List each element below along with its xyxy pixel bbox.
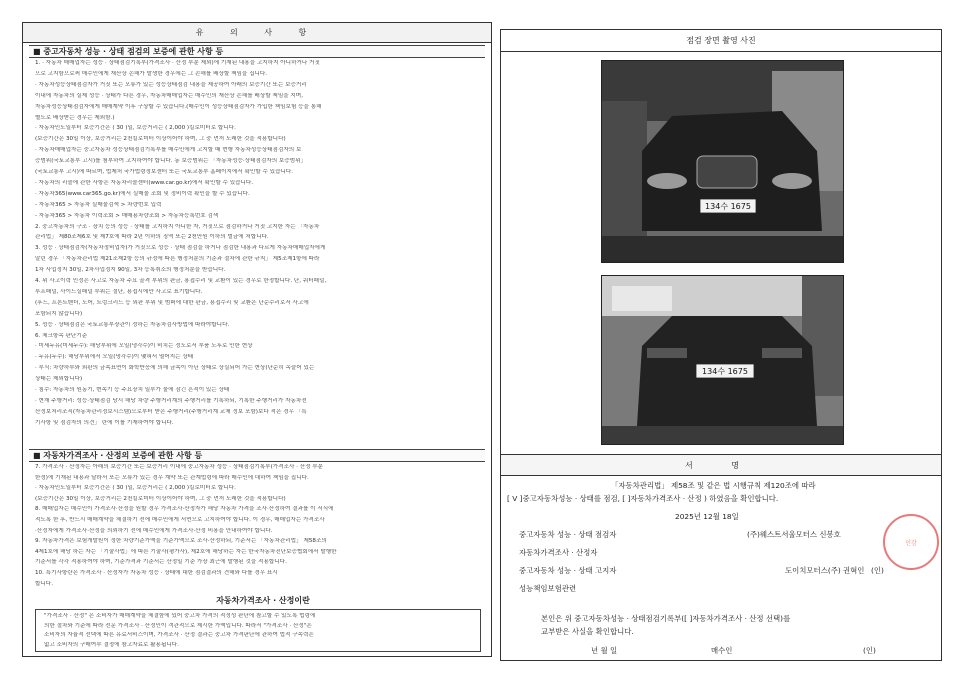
inspection-guarantee-line: - 자동차365 > 자동차 실매물검색 > 차량번호 입력 bbox=[35, 201, 162, 208]
signature-section-title: 서 명 bbox=[501, 454, 941, 476]
inspection-guarantee-line: 증범위(국토교통부 고시)를 첨부하여 고지하여야 합니다. 동 보증범위는 「자동차성능·상태점검자의 보증범위」 bbox=[35, 158, 307, 165]
price-assessor-label: 자동차가격조사 · 산정자 bbox=[519, 548, 598, 557]
price-guarantee-line: (보증기간은 30일 이상, 보증거리는 2천킬로미터 이상이어야 하며, 그 중 먼저 도래한 것을 적용합니다) bbox=[35, 495, 286, 502]
inspection-guarantee-line: · 미세누유(미세누수): 해당부위에 오일(냉각수)이 비치는 정도로서 부품 노후로 인한 현상 bbox=[35, 343, 253, 350]
inspection-guarantee-line: · 현재 주행거리: 성능·상태점검 당시 해당 차량 주행거리계의 주행거리를 기록하되, 기록한 주행거리가 자동차전 bbox=[35, 397, 307, 404]
notice-panel bbox=[22, 22, 492, 657]
inspection-guarantee-line: · 자동차매매업자는 중고자동차 성능상태점검기록부를 매수인에게 고지할 때 현행 자동차성능상태점검자의 보 bbox=[35, 147, 302, 154]
inspection-guarantee-line: · 부식: 차량하부와 외판의 금속표면이 화학반응에 의해 금속이 아닌 상태로 상실되어 가는 현상(단순히 녹슬어 있는 bbox=[35, 365, 315, 372]
inspection-guarantee-line: 3. 성능 · 상태점검자(자동차정비업자)가 거짓으로 성능 · 상태 점검을 하거나 점검한 내용과 다르게 자동차매매업자에게 bbox=[35, 245, 326, 252]
price-guarantee-line: 합니다. bbox=[35, 580, 53, 587]
price-definition-line: "가격조사 · 산정" 은 소비자가 매매계약을 체결함에 있어 중고차 가격의 적정성 판단에 참고할 수 있도록 법령에 bbox=[44, 613, 316, 619]
inspection-guarantee-line: (국토교통부 고시)에 따르며, 법제처 국가법령정보센터 또는 국토교통부 홈페이지에서 확인할 수 있습니다. bbox=[35, 169, 294, 175]
check-confirm-line: [ V ]중고자동차성능 · 상태를 점검, [ ]자동차가격조사 · 산정 ) 하였음을 확인합니다. bbox=[507, 494, 779, 503]
price-guarantee-line: 7. 가격조사 · 산정자는 아래의 보증기간 또는 보증거리 이내에 중고자동차 성능 · 상태점검기록부(가격조사 · 산정 부분 bbox=[35, 464, 324, 470]
inspection-guarantee-line: 상태는 제외합니다) bbox=[35, 376, 83, 383]
signed-date: 2025년 12월 18일 bbox=[675, 512, 739, 521]
buyer-seal-mark: (인) bbox=[863, 646, 876, 655]
inspection-guarantee-line: 으로 고지함으로써 매수인에게 재산상 손해가 발생한 경우에는 그 손해를 배상할 책임을 집니다. bbox=[35, 70, 268, 77]
price-guarantee-line: 한정)에 기재된 내용과 달라서 또는 오류가 있는 경우 계약 또는 관계법령에 따라 매수인에 대하여 책임을 집니다. bbox=[35, 474, 309, 481]
rear-plate-number: 134수 1675 bbox=[702, 367, 748, 376]
front-plate-number: 134수 1675 bbox=[705, 202, 751, 211]
inspection-guarantee-line: 4. 위 사고이력 인정은 사고로 자동차 주요 골격 부위의 판금, 용접수리 및 교환이 있는 경우로 한정합니다. 단, 쿼터패널, bbox=[35, 278, 327, 284]
rear-inspection-photo bbox=[601, 275, 844, 445]
inspection-guarantee-line: 1. · 자동차 매매업자는 성능 · 상태점검기록부(가격조사 · 산정 부분 제외)에 기재된 내용을 고지하지 아니하거나 거짓 bbox=[35, 60, 320, 66]
inspection-guarantee-line: · 누유(누수): 해당부위에서 오일(냉각수)이 맺혀서 떨어지는 상태 bbox=[35, 354, 194, 361]
photo-section-title: 점검 장면 촬영 사진 bbox=[501, 30, 941, 52]
law-basis-line: 「자동차관리법」 제58조 및 같은 법 시행규칙 제120조에 따라 bbox=[611, 481, 816, 490]
price-guarantee-line: 9. 자동차가격은 보험개발원이 정한 차량기준가액을 기준가액으로 조사·산정하되, 기준서는 「자동차관리법」 제58조의 bbox=[35, 538, 327, 545]
inspection-guarantee-line: 산정보처리조직(자동차관리정보시스템)으로부터 받은 주행거리(주행거리계 교체 정보 포함)보다 적은 경우 「특 bbox=[35, 408, 307, 415]
notice-title: 유 의 사 항 bbox=[23, 23, 491, 43]
price-guarantee-line: 기준서를 각각 적용하여야 하며, 기준가격과 기준서는 산정일 기준 가장 최근에 발행된 것을 적용합니다. bbox=[35, 559, 287, 566]
price-definition-title: 자동차가격조사 · 산정이란 bbox=[216, 596, 310, 605]
notifier-seal-mark: (인) bbox=[871, 566, 884, 575]
price-guarantee-line: 8. 매매업자는 매수인이 가격조사·산정을 원할 경우 가격조사·산정자가 해당 자동차 가격을 조사·산정하여 결과를 이 서식에 bbox=[35, 506, 334, 513]
price-guarantee-line: 10. 특기사항란은 가격조사 · 산정자가 자동차 성능 · 상태에 대한 점검결과의 견해와 다를 경우 표시 bbox=[35, 570, 278, 576]
inspection-guarantee-line: 5. 성능 · 상태점검은 국토교통부장관이 정하는 자동차검사방법에 따라야합니다. bbox=[35, 321, 230, 328]
buyer-label: 매수인 bbox=[711, 646, 733, 655]
receipt-line-2: 교부받은 사실을 확인합니다. bbox=[541, 627, 634, 636]
inspection-guarantee-line: 루프패널, 사이드실패널 부위는 절단, 용접시에만 사고로 표기합니다. bbox=[35, 288, 203, 295]
inspection-guarantee-line: 이내에 자동차의 실제 성능 · 상태가 다른 경우, 자동차매매업자는 매수인의 재산상 손해를 배상할 책임을 지며, bbox=[35, 92, 303, 99]
price-guarantee-line: ·산정자에게 가격조사·산정을 의뢰하기 전에 매수인에게 가격조사·산정 비용을 안내하여야 합니다. bbox=[35, 527, 273, 534]
section-heading-price-guarantee: ■ 자동차가격조사 · 산정의 보증에 관한 사항 등 bbox=[29, 449, 485, 462]
notifier-name: 도이치모터스(주) bbox=[785, 566, 841, 575]
photo-sign-panel bbox=[500, 29, 942, 661]
inspection-guarantee-line: 6. 체크항목 판단기준 bbox=[35, 332, 88, 339]
inspection-guarantee-line: · 침수: 자동차의 원동기, 변속기 등 주요장치 일부가 물에 잠긴 흔적이 있는 상태 bbox=[35, 387, 230, 393]
price-guarantee-line: 4제1호에 해당 하는 자는 「기술사법」에 따른 기술사(평가사), 제2호에 해당하는 자는 한국자동차진단보증협회에서 발행한 bbox=[35, 548, 337, 555]
price-guarantee-line: · 자동차인도일부터 보증기간은 ( 30 )일, 보증거리는 ( 2,000 )킬로미터로 합니다. bbox=[35, 485, 236, 492]
front-inspection-photo bbox=[601, 60, 844, 263]
inspection-guarantee-line: 자동차성능상태점검자에게 매매계약 이후 구상할 수 있습니다.(매수인이 성능상태점검자가 가입한 책임보험 등을 통해 bbox=[35, 103, 322, 110]
inspection-guarantee-line: 포함되지 않습니다) bbox=[35, 310, 83, 317]
inspection-guarantee-line: (후드, 프론트펜더, 도어, 트렁크리드 등 외판 부위 및 범퍼에 대한 판금, 용접수리 및 교환은 단순수리로서 사고에 bbox=[35, 299, 309, 306]
inspection-guarantee-line: 관리법」 제80조제6호 및 제7호에 따라 2년 이하의 징역 또는 2천만원 이하의 벌금에 처합니다. bbox=[35, 234, 269, 241]
price-definition-line: 소비자의 자율적 선택에 따른 유료서비스이며, 가격조사 · 산정 결과는 중고차 가격판단에 관하여 법적 구속력은 bbox=[44, 632, 314, 639]
insurance-label: 성능책임보험관련 bbox=[519, 584, 577, 593]
price-definition-line: 의한 절차와 기준에 따라 전문 가격조사 · 산정인이 객관적으로 제시한 가액입니다. 따라서 "가격조사 · 산정"은 bbox=[44, 622, 312, 629]
notifier-label: 중고자동차 성능 · 상태 고지자 bbox=[519, 566, 617, 575]
inspection-guarantee-line: 1차 사업정지 30일, 2차사업정지 90일, 3차 등록취소의 행정처분을 받습니다. bbox=[35, 267, 226, 274]
price-definition-line: 없고 소비자의 구매여부 결정에 참고자료로 활용됩니다. bbox=[44, 641, 179, 648]
inspection-guarantee-line: (보증기간은 30일 이상, 보증거리는 2천킬로미터 이상이어야 하며, 그 중 먼저 도래한 것을 적용합니다) bbox=[35, 136, 286, 143]
inspection-guarantee-line: 2. 중고자동차의 구조 · 장치 등의 성능 · 상태를 고지하지 아니한 자, 거짓으로 점검하거나 거짓 고지한 자는 「자동차 bbox=[35, 223, 320, 230]
inspection-guarantee-line: 알린 경우 「자동차관리법 제21조제2항 등의 규정에 따른 행정처분의 기준과 절차에 관한 규칙」 제5조제1항에 따라 bbox=[35, 256, 320, 263]
price-guarantee-line: 적도록 한 후, 반드시 매매계약을 체결하기 전에 매수인에게 서면으로 고지하여야 합니다. 이 경우, 매매업자는 가격조사 bbox=[35, 517, 325, 523]
inspector-label: 중고자동차 성능 · 상태 점검자 bbox=[519, 530, 617, 539]
company-seal-stamp: 인감 bbox=[883, 514, 939, 570]
notifier-person: 권혁인 bbox=[843, 566, 865, 575]
receipt-line-1: 본인은 위 중고자동차성능 · 상태점검기록부([ ]자동차가격조사 · 산정 선택)를 bbox=[541, 614, 791, 623]
inspection-guarantee-line: · 자동차성능상태점검자가 거짓 또는 오류가 있는 성능상태점검 내용을 제공하여 아래의 보증기간 또는 보증거리 bbox=[35, 81, 307, 88]
inspector-name: (주)웨스트서울모터스 신봉호 bbox=[747, 530, 841, 539]
inspection-guarantee-line: · 자동차인도일부터 보증기간은 ( 30 )일, 보증거리는 ( 2,000 )킬로미터로 합니다. bbox=[35, 125, 236, 132]
inspection-guarantee-line: · 자동차의 리콜에 관한 사항은 자동차리콜센터(www.car.go.kr)에서 확인할 수 있습니다. bbox=[35, 179, 254, 186]
price-definition-box bbox=[35, 609, 481, 652]
inspection-guarantee-line: 별도로 배상받는 경우는 제외함.) bbox=[35, 114, 115, 121]
inspection-guarantee-line: - 자동차365 > 자동차 이력조회 > 매매용차량조회 > 자동차등록번호 검색 bbox=[35, 212, 219, 219]
inspection-guarantee-line: 기사항 및 점검자의 의견」 란에 이를 기재하여야 합니다. bbox=[35, 419, 174, 426]
receipt-date: 년 월 일 bbox=[591, 646, 618, 655]
section-heading-inspection-guarantee: ■ 중고자동차 성능 · 상태 점검의 보증에 관한 사항 등 bbox=[29, 45, 485, 58]
inspection-guarantee-line: · 자동차365(www.car365.go.kr)에서 실매물 조회 및 정비이력 확인을 할 수 있습니다. bbox=[35, 190, 250, 197]
